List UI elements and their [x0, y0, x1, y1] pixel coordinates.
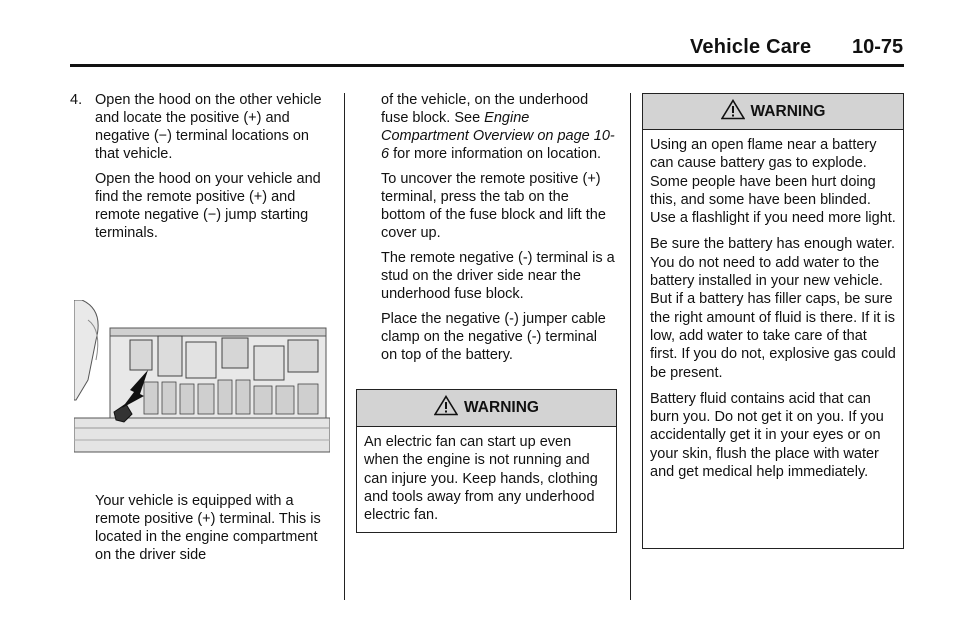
body-paragraph: Your vehicle is equipped with a remote positive (+) terminal. This is located in the engine compartment on the driver side: [95, 493, 321, 563]
column-divider: [630, 93, 631, 600]
uncover-paragraph: To uncover the remote positive (+) terminal, press the tab on the bottom of the fuse block and lift the cover up.: [381, 171, 606, 241]
negative-terminal-paragraph: The remote negative (-) terminal is a stud on the driver side near the underhood fuse block.: [381, 250, 615, 302]
header-rule: [70, 64, 904, 67]
engine-compartment-link[interactable]: Engine Compartment Overview on page 10-6: [381, 110, 615, 162]
location-paragraph: [381, 91, 617, 163]
step-paragraph: Open the hood on the other vehicle and locate the positive (+) and negative (−) terminal locations on that vehicle.: [95, 92, 322, 162]
step-text: [95, 91, 331, 249]
warning-body: [357, 427, 616, 524]
open-flame-paragraph: Using an open flame near a battery can cause battery gas to explode. Some people have been hurt doing this, and some have been blinded. Use a flashlight if you need more light.: [650, 137, 896, 227]
instruction-paragraph: Open the hood on your vehicle and find the remote positive (+) and remote negative (−) jump starting terminals.: [95, 171, 321, 241]
clamp-paragraph: Place the negative (-) jumper cable clamp on the negative (-) terminal on top of the battery.: [381, 311, 606, 363]
warning-box-battery: [642, 93, 904, 549]
battery-water-paragraph: Be sure the battery has enough water. You do not need to add water to the battery installed in your new vehicle. But if a battery has filler caps, be sure the right amount of fluid is there. If it is low, add water to take care of that first. If you do not, explosive gas could be present.: [650, 236, 896, 381]
warning-triangle-icon: [721, 99, 745, 125]
warning-body: [643, 130, 903, 481]
column-divider: [344, 93, 345, 600]
section-title: Vehicle Care: [690, 36, 812, 58]
warning-triangle-icon: [434, 395, 458, 421]
warning-header: [643, 94, 903, 130]
warning-box-fan: [356, 389, 617, 533]
location-text-end: for more information on location.: [389, 146, 602, 162]
warning-header: [357, 390, 616, 427]
location-text: of the vehicle, on the underhood fuse block. See: [381, 92, 589, 126]
warning-title: WARNING: [464, 399, 539, 416]
battery-acid-paragraph: Battery fluid contains acid that can burn you. Do not get it on you. If you accidentally get it in your eyes or on your skin, flush the place with water and get medical help immediately.: [650, 390, 884, 481]
warning-text: An electric fan can start up even when the engine is not running and can injure you. Keep hands, clothing and tools away from any underhood electric fan.: [364, 434, 598, 524]
column-2-text: [381, 91, 617, 371]
page-number: 10-75: [852, 36, 904, 58]
warning-title: WARNING: [750, 102, 826, 120]
fuse-block-illustration: [74, 300, 330, 460]
step-number: 4.: [70, 92, 83, 108]
